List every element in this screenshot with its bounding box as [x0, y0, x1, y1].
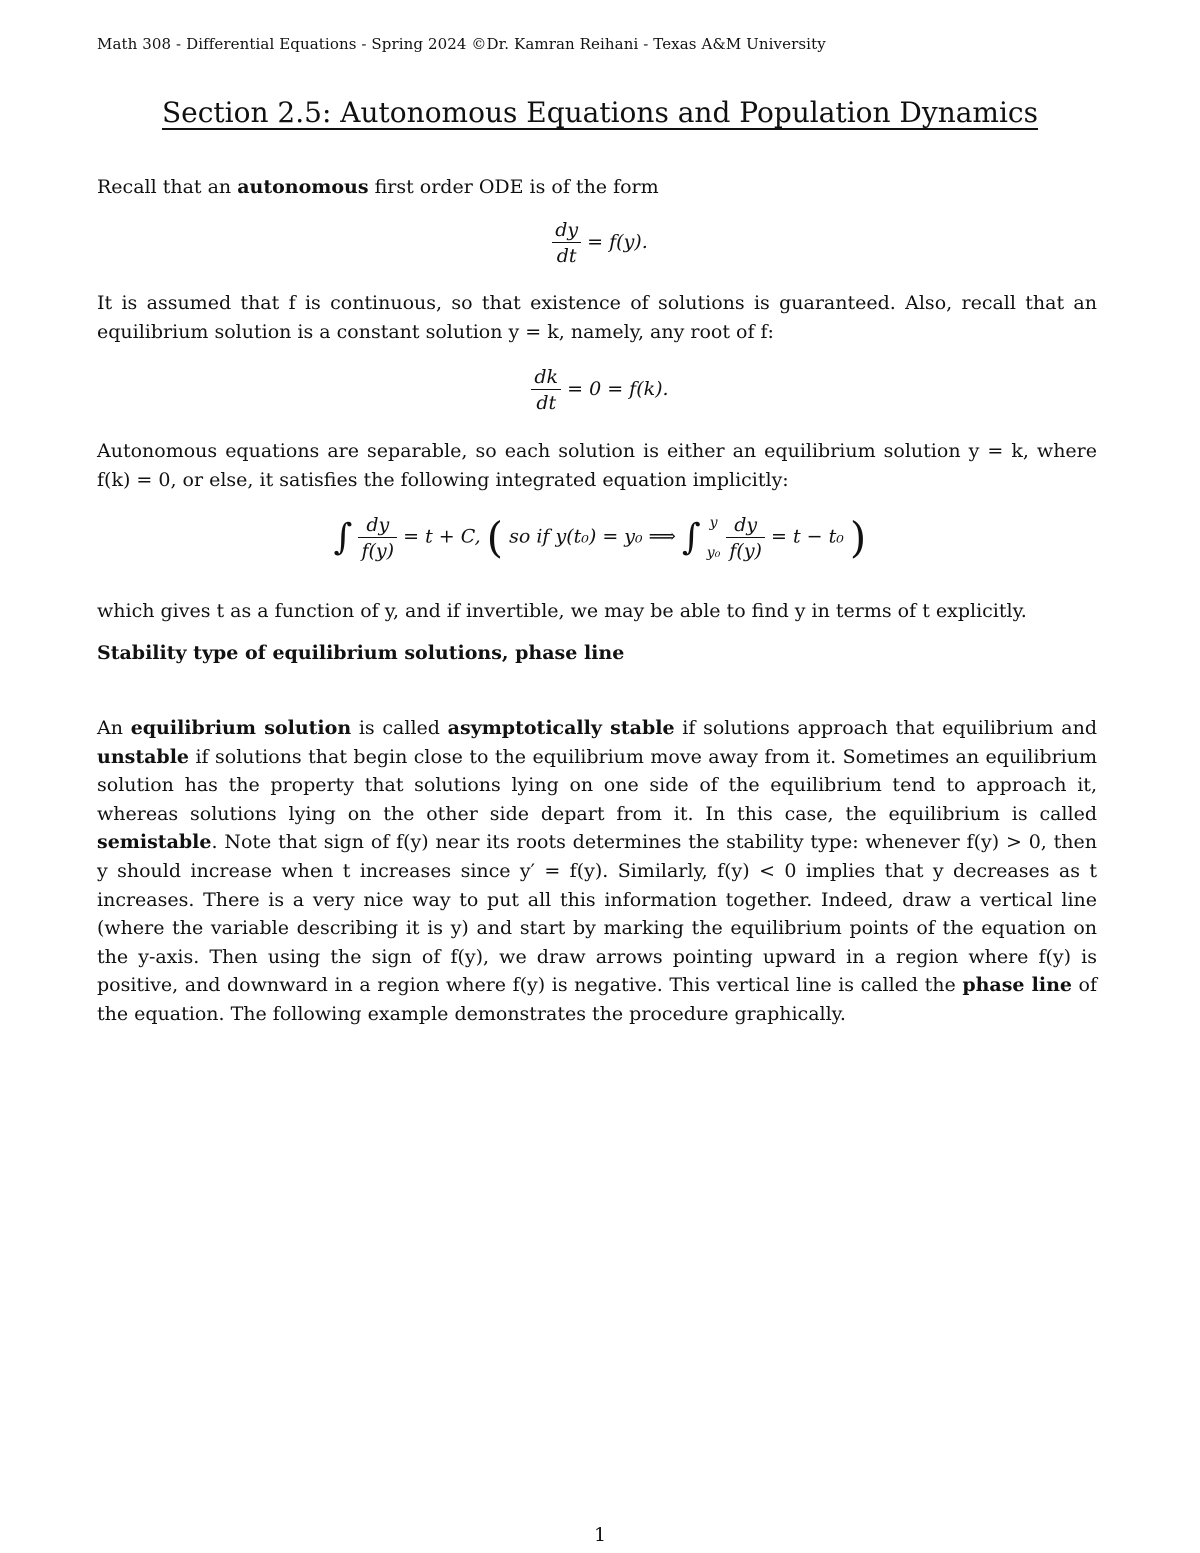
fraction — [726, 514, 765, 562]
paragraph-continuity: It is assumed that f is continuous, so that existence of solutions is guaranteed. Also, recall that an equilibrium solution is a constant solution y = k, namely, any root of f: — [97, 292, 1097, 343]
fraction — [358, 514, 397, 562]
bold-term: autonomous — [237, 176, 369, 198]
text-run: Recall that an — [97, 176, 238, 198]
lower-limit: y₀ — [706, 544, 721, 561]
integral-sign: ∫ — [333, 517, 353, 558]
paragraph-separable: Autonomous equations are separable, so each solution is either an equilibrium solution y = k, where f(k) = 0, or else, it satisfies the following integrated equation implicitly: — [97, 440, 1097, 491]
numerator: dy — [358, 514, 397, 538]
section-title — [0, 96, 1200, 129]
equation-rhs: = f(y). — [587, 231, 648, 253]
equation-condition: so if y(t₀) = y₀ ⟹ — [509, 525, 676, 548]
text-run: if solutions approach that equilibrium and — [674, 717, 1097, 739]
bold-term: semistable — [97, 831, 212, 854]
section-title-text: Section 2.5: Autonomous Equations and Population Dynamics — [162, 96, 1038, 129]
numerator: dy — [552, 219, 581, 243]
fraction — [531, 366, 561, 414]
bold-term: equilibrium solution — [130, 717, 352, 739]
definite-integral-sign: ∫ — [681, 517, 701, 558]
equation-rhs: = 0 = f(k). — [567, 378, 669, 400]
open-paren: ( — [486, 513, 504, 562]
subsection-heading: Stability type of equilibrium solutions, phase line — [97, 642, 625, 664]
page-number: 1 — [593, 1524, 607, 1546]
equation-autonomous — [0, 219, 1200, 267]
paragraph-stability — [97, 714, 1097, 1029]
integral-limits — [707, 515, 721, 561]
bold-term: unstable — [97, 745, 190, 768]
denominator: f(y) — [361, 539, 395, 562]
numerator: dk — [531, 366, 561, 390]
denominator: dt — [536, 392, 557, 414]
paragraph-intro — [97, 173, 1097, 202]
paragraph-inverse: which gives t as a function of y, and if invertible, we may be able to find y in terms of t explicitly. — [97, 600, 1027, 622]
numerator: dy — [726, 514, 765, 538]
text-run: . Note that sign of f(y) near its roots determines the stability type: whenever f(y) > 0, then y should increase when t increases since y′ = f(y). Similarly, f(y) < 0 implies that y decreases as t increases. There is a very nice way to put all this information together. Indeed, draw a vertical line (where the variable describing it is y) and start by marking the equilibrium points of the equation on the y-axis. Then using the sign of f(y), we draw arrows pointing upward in a region where f(y) is positive, and downward in a region where f(y) is negative. This vertical line is called the — [97, 831, 1097, 997]
text-run: An — [97, 717, 131, 739]
equation-rhs: = t − t₀ — [771, 525, 844, 548]
running-header: Math 308 - Differential Equations - Spring 2024 ©Dr. Kamran Reihani - Texas A&M University — [97, 35, 826, 53]
close-paren: ) — [849, 513, 867, 562]
denominator: dt — [556, 245, 577, 267]
equation-integrated — [0, 513, 1200, 562]
text-run: if solutions that begin close to the equilibrium move away from it. Sometimes an equilibrium solution has the property that solutions lying on one side of the equilibrium tend to approach it, whereas solutions lying on the other side depart from it. In this case, the equilibrium is called — [97, 745, 1097, 825]
equation-equilibrium — [0, 366, 1200, 414]
bold-term: asymptotically stable — [447, 717, 675, 739]
text-run: is called — [351, 717, 448, 739]
fraction — [552, 219, 581, 267]
denominator: f(y) — [729, 539, 762, 562]
bold-term: phase line — [962, 974, 1072, 997]
text-run: of the equation. The following example demonstrates the procedure graphically. — [97, 974, 1097, 1025]
text-run: first order ODE is of the form — [368, 176, 659, 198]
equation-middle: = t + C, — [403, 525, 481, 548]
upper-limit: y — [709, 514, 718, 531]
